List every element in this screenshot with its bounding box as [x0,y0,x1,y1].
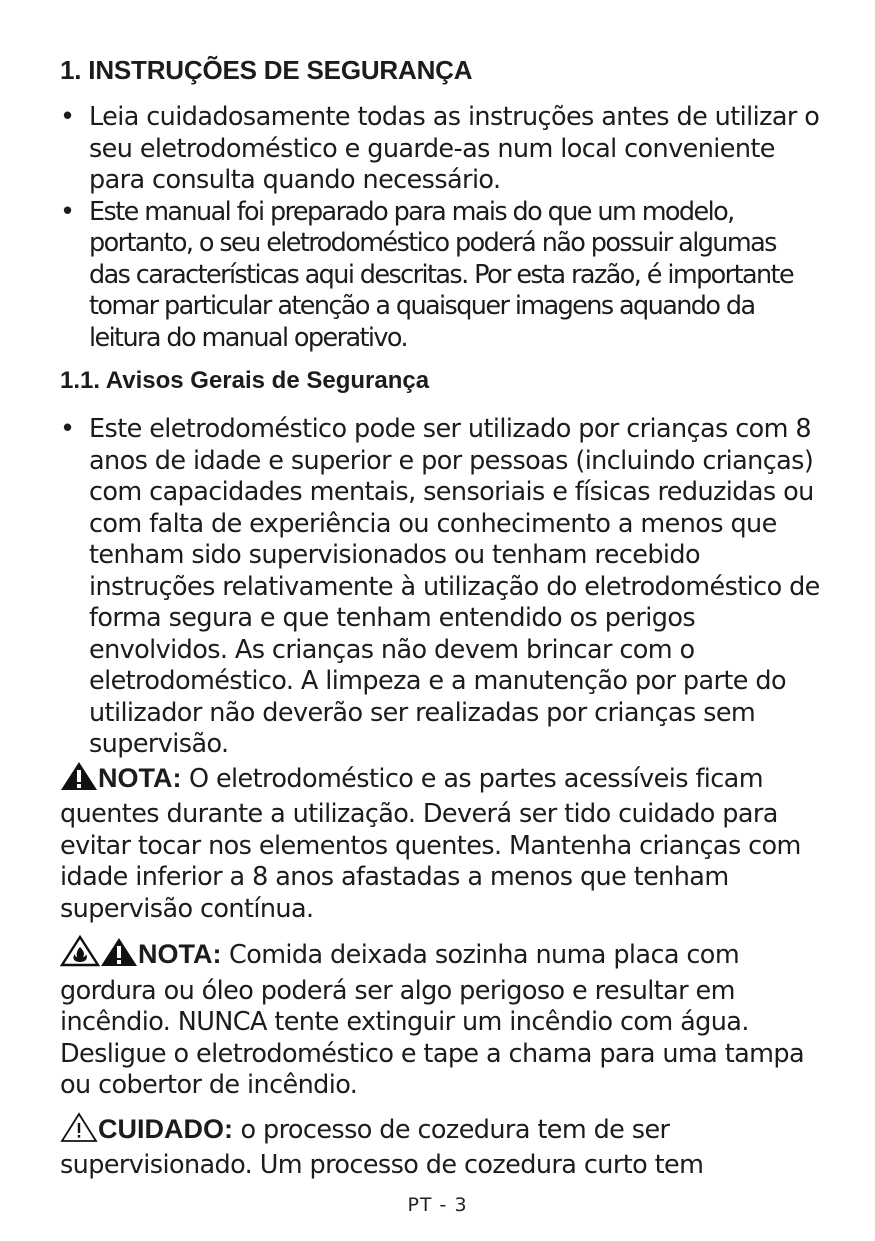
manual-page [60,52,820,1192]
warning-filled-icon [100,937,138,976]
note-keyword: NOTA: [138,939,222,969]
note-text: O eletrodoméstico e as partes acessíveis ficam quentes durante a utilização. Deverá ser tido cuidado para evitar tocar nos elementos quentes. Mantenha crianças com idade inferior a 8 anos afastadas a menos que tenham supervisão contínua. [60,763,801,924]
subsection-title: 1.1. Avisos Gerais de Segurança [60,367,430,394]
note-keyword: CUIDADO: [98,1113,233,1144]
note-fire-hazard [60,935,820,1102]
note-hot-surfaces [60,761,820,926]
general-warnings-list [60,414,820,761]
warning-outline-icon [60,1112,98,1151]
bullet-text: Este eletrodoméstico pode ser utilizado por crianças com 8 anos de idade e superior e por pessoas (incluindo crianças) com capacidades mentais, sensoriais e físicas reduzidas ou com falta de experiência ou conhecimento a menos que tenham sido supervisionados ou tenham recebido instruções relativamente à utilização do eletrodoméstico de forma segura e que tenham entendido os perigos envolvidos. As crianças não devem brincar com o eletrodoméstico. A limpeza e a manutenção por parte do utilizador não deverão ser realizadas por crianças sem supervisão. [89,414,820,759]
note-keyword: NOTA: [98,762,182,793]
bullet-item [60,102,820,197]
note-caution [60,1112,820,1182]
fire-warning-icon [60,935,100,976]
safety-bullet-list [60,102,820,354]
page-number: PT - 3 [407,1194,468,1216]
warning-filled-icon [60,761,98,800]
bullet-text: Este manual foi preparado para mais do que um modelo, portanto, o seu eletrodoméstico poderá não possuir algumas das características aqui descritas. Por esta razão, é importante tomar particular atenção a quaisquer imagens aquando da leitura do manual operativo. [89,196,794,353]
bullet-dot: • [60,196,74,227]
bullet-dot: • [60,102,75,132]
bullet-item [60,414,820,761]
bullet-item [60,197,820,355]
note-text: o processo de cozedura tem de ser supervisionado. Um processo de cozedura curto tem [60,1114,704,1180]
note-text: Comida deixada sozinha numa placa com gordura ou óleo poderá ser algo perigoso e resultar em incêndio. NUNCA tente extinguir um incêndio com água. Desligue o eletrodoméstico e tape a chama para uma tampa ou cobertor de incêndio. [60,940,804,1100]
bullet-dot: • [60,414,75,444]
bullet-text: Leia cuidadosamente todas as instruções antes de utilizar o seu eletrodoméstico e guarde-as num local conveniente para consulta quando necessário. [89,102,820,195]
section-title: 1. INSTRUÇÕES DE SEGURANÇA [60,55,473,85]
